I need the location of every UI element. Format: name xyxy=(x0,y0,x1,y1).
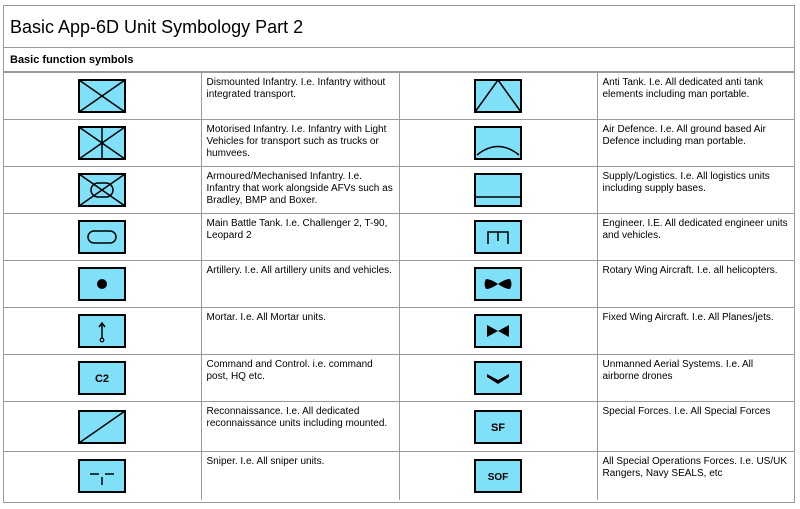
symbol-label: C2 xyxy=(95,373,110,385)
symbol-table xyxy=(4,72,794,500)
symbol-description: Artillery. I.e. All artillery units and vehicles. xyxy=(201,261,399,308)
command-control-icon xyxy=(78,361,126,395)
symbol-cell xyxy=(399,452,597,500)
mortar-icon xyxy=(78,314,126,348)
symbol-cell xyxy=(4,120,201,167)
table-row xyxy=(4,452,794,500)
table-row xyxy=(4,167,794,214)
section-heading: Basic function symbols xyxy=(4,48,794,72)
symbol-label: SF xyxy=(490,421,506,434)
symbol-cell xyxy=(4,308,201,355)
symbol-cell xyxy=(399,167,597,214)
symbology-sheet xyxy=(3,5,795,503)
symbol-description: Rotary Wing Aircraft. I.e. all helicopters. xyxy=(597,261,794,308)
table-row xyxy=(4,355,794,402)
symbol-description: Main Battle Tank. I.e. Challenger 2, T-90, Leopard 2 xyxy=(201,214,399,261)
main-battle-tank-icon xyxy=(78,220,126,254)
symbol-description: Engineer. I.E. All dedicated engineer units and vehicles. xyxy=(597,214,794,261)
symbol-cell xyxy=(4,261,201,308)
motorised-infantry-icon xyxy=(78,126,126,160)
symbol-cell xyxy=(4,355,201,402)
sniper-icon xyxy=(78,459,126,493)
reconnaissance-icon xyxy=(78,410,126,444)
symbol-cell xyxy=(4,167,201,214)
symbol-description: Motorised Infantry. I.e. Infantry with Light Vehicles for transport such as trucks or humvees. xyxy=(201,120,399,167)
uas-icon xyxy=(474,361,522,395)
symbol-cell xyxy=(399,355,597,402)
table-row xyxy=(4,120,794,167)
infantry-icon xyxy=(78,79,126,113)
symbol-description: Special Forces. I.e. All Special Forces xyxy=(597,402,794,452)
artillery-icon xyxy=(78,267,126,301)
table-row xyxy=(4,308,794,355)
supply-icon xyxy=(474,173,522,207)
symbol-description: Supply/Logistics. I.e. All logistics units including supply bases. xyxy=(597,167,794,214)
symbol-description: Dismounted Infantry. I.e. Infantry without integrated transport. xyxy=(201,73,399,120)
symbol-description: Armoured/Mechanised Infantry. I.e. Infantry that work alongside AFVs such as Bradley, BMP and Boxer. xyxy=(201,167,399,214)
symbol-cell xyxy=(4,214,201,261)
symbol-cell xyxy=(4,73,201,120)
table-row xyxy=(4,402,794,452)
symbol-description: Air Defence. I.e. All ground based Air Defence including man portable. xyxy=(597,120,794,167)
symbol-cell xyxy=(399,120,597,167)
symbol-description: Reconnaissance. I.e. All dedicated reconnaissance units including mounted. xyxy=(201,402,399,452)
symbol-description: Command and Control. i.e. command post, HQ etc. xyxy=(201,355,399,402)
symbol-cell xyxy=(399,73,597,120)
symbol-cell xyxy=(399,308,597,355)
symbol-description: All Special Operations Forces. I.e. US/UK Rangers, Navy SEALS, etc xyxy=(597,452,794,500)
symbol-label: SOF xyxy=(487,471,509,483)
symbol-cell xyxy=(399,214,597,261)
anti-tank-icon xyxy=(474,79,522,113)
table-row xyxy=(4,214,794,261)
symbol-description: Unmanned Aerial Systems. I.e. All airborne drones xyxy=(597,355,794,402)
symbol-cell xyxy=(4,402,201,452)
symbol-description: Anti Tank. I.e. All dedicated anti tank elements including man portable. xyxy=(597,73,794,120)
symbol-description: Fixed Wing Aircraft. I.e. All Planes/jets. xyxy=(597,308,794,355)
rotary-wing-icon xyxy=(474,267,522,301)
air-defence-icon xyxy=(474,126,522,160)
special-operations-icon xyxy=(474,459,522,493)
table-row xyxy=(4,261,794,308)
engineer-icon xyxy=(474,220,522,254)
symbol-cell xyxy=(4,452,201,500)
armoured-infantry-icon xyxy=(78,173,126,207)
symbol-cell xyxy=(399,402,597,452)
symbol-description: Sniper. I.e. All sniper units. xyxy=(201,452,399,500)
fixed-wing-icon xyxy=(474,314,522,348)
symbol-cell xyxy=(399,261,597,308)
symbol-description: Mortar. I.e. All Mortar units. xyxy=(201,308,399,355)
page-title: Basic App-6D Unit Symbology Part 2 xyxy=(4,6,794,48)
table-row xyxy=(4,73,794,120)
special-forces-icon xyxy=(474,410,522,444)
